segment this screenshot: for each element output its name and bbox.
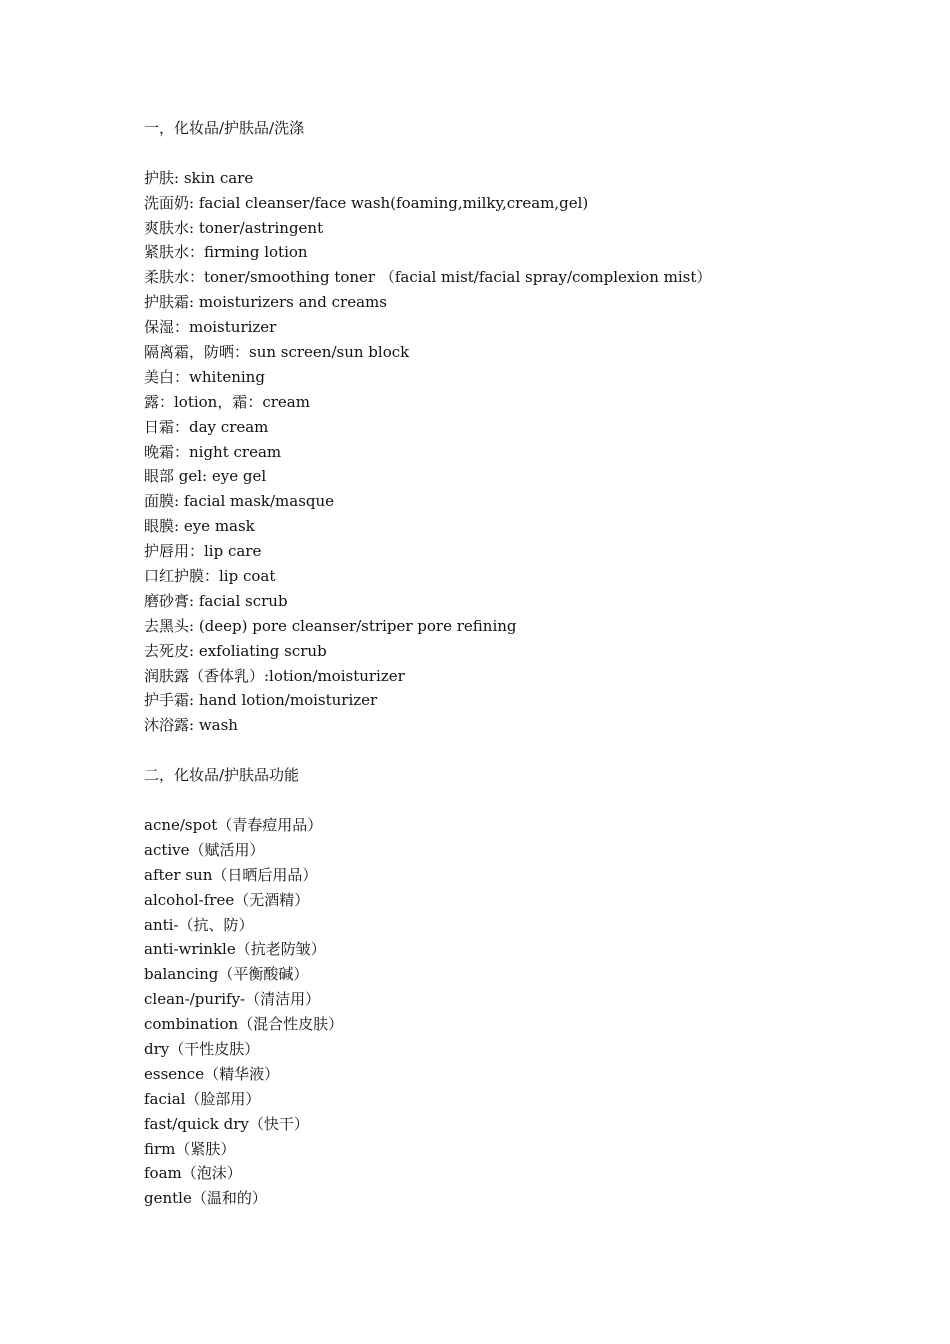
list-item: 面膜: facial mask/masque	[144, 492, 335, 511]
list-item: acne/spot（青春痘用品）	[144, 815, 323, 834]
list-item: active（赋活用）	[144, 840, 265, 859]
list-item: 日霜：day cream	[144, 417, 269, 436]
list-item: 露：lotion，霜：cream	[144, 392, 310, 411]
section-heading: 一，化妆品/护肤品/洗涤	[144, 119, 305, 137]
list-item: 护肤: skin care	[144, 168, 254, 187]
list-item: 美白：whitening	[144, 367, 265, 386]
list-item: foam（泡沫）	[144, 1164, 242, 1183]
list-item: anti-wrinkle（抗老防皱）	[144, 940, 326, 959]
list-item: firm（紧肤）	[144, 1139, 236, 1158]
list-item: 去黑头: (deep) pore cleanser/striper pore refining	[144, 616, 517, 635]
list-item: facial（脸部用）	[144, 1089, 261, 1108]
list-item: 沐浴露: wash	[144, 716, 238, 735]
list-item: 柔肤水：toner/smoothing toner （facial mist/facial spray/complexion mist）	[144, 268, 712, 287]
spacer	[144, 738, 904, 763]
list-item: 磨砂膏: facial scrub	[144, 591, 288, 610]
list-item: 保湿：moisturizer	[144, 318, 277, 337]
section-heading: 二，化妆品/护肤品功能	[144, 766, 300, 785]
list-item: 眼膜: eye mask	[144, 517, 255, 536]
list-item: anti-（抗、防）	[144, 915, 254, 934]
section-list	[144, 166, 904, 738]
list-item: dry（干性皮肤）	[144, 1039, 260, 1058]
list-item: clean-/purify-（清洁用）	[144, 990, 321, 1009]
spacer	[144, 788, 904, 813]
section-list	[144, 813, 904, 1211]
list-item: fast/quick dry（快干）	[144, 1114, 309, 1133]
list-item: 护唇用：lip care	[144, 542, 262, 561]
list-item: 隔离霜，防晒：sun screen/sun block	[144, 343, 410, 362]
spacer	[144, 141, 904, 166]
list-item: alcohol-free（无酒精）	[144, 890, 310, 909]
list-item: gentle（温和的）	[144, 1189, 267, 1208]
list-item: after sun（日晒后用品）	[144, 865, 318, 884]
document-page	[144, 116, 904, 1211]
list-item: 洗面奶: facial cleanser/face wash(foaming,milky,cream,gel)	[144, 193, 589, 212]
list-item: combination（混合性皮肤）	[144, 1015, 344, 1034]
list-item: 晚霜：night cream	[144, 442, 282, 461]
list-item: 润肤露（香体乳）:lotion/moisturizer	[144, 666, 405, 685]
list-item: essence（精华液）	[144, 1064, 280, 1083]
list-item: 眼部 gel: eye gel	[144, 467, 267, 486]
list-item: 去死皮: exfoliating scrub	[144, 641, 327, 660]
list-item: 护肤霜: moisturizers and creams	[144, 293, 387, 312]
list-item: 紧肤水：firming lotion	[144, 243, 308, 262]
list-item: 爽肤水: toner/astringent	[144, 218, 324, 237]
list-item: 口红护膜：lip coat	[144, 567, 276, 586]
list-item: 护手霜: hand lotion/moisturizer	[144, 691, 378, 710]
list-item: balancing（平衡酸碱）	[144, 965, 309, 984]
